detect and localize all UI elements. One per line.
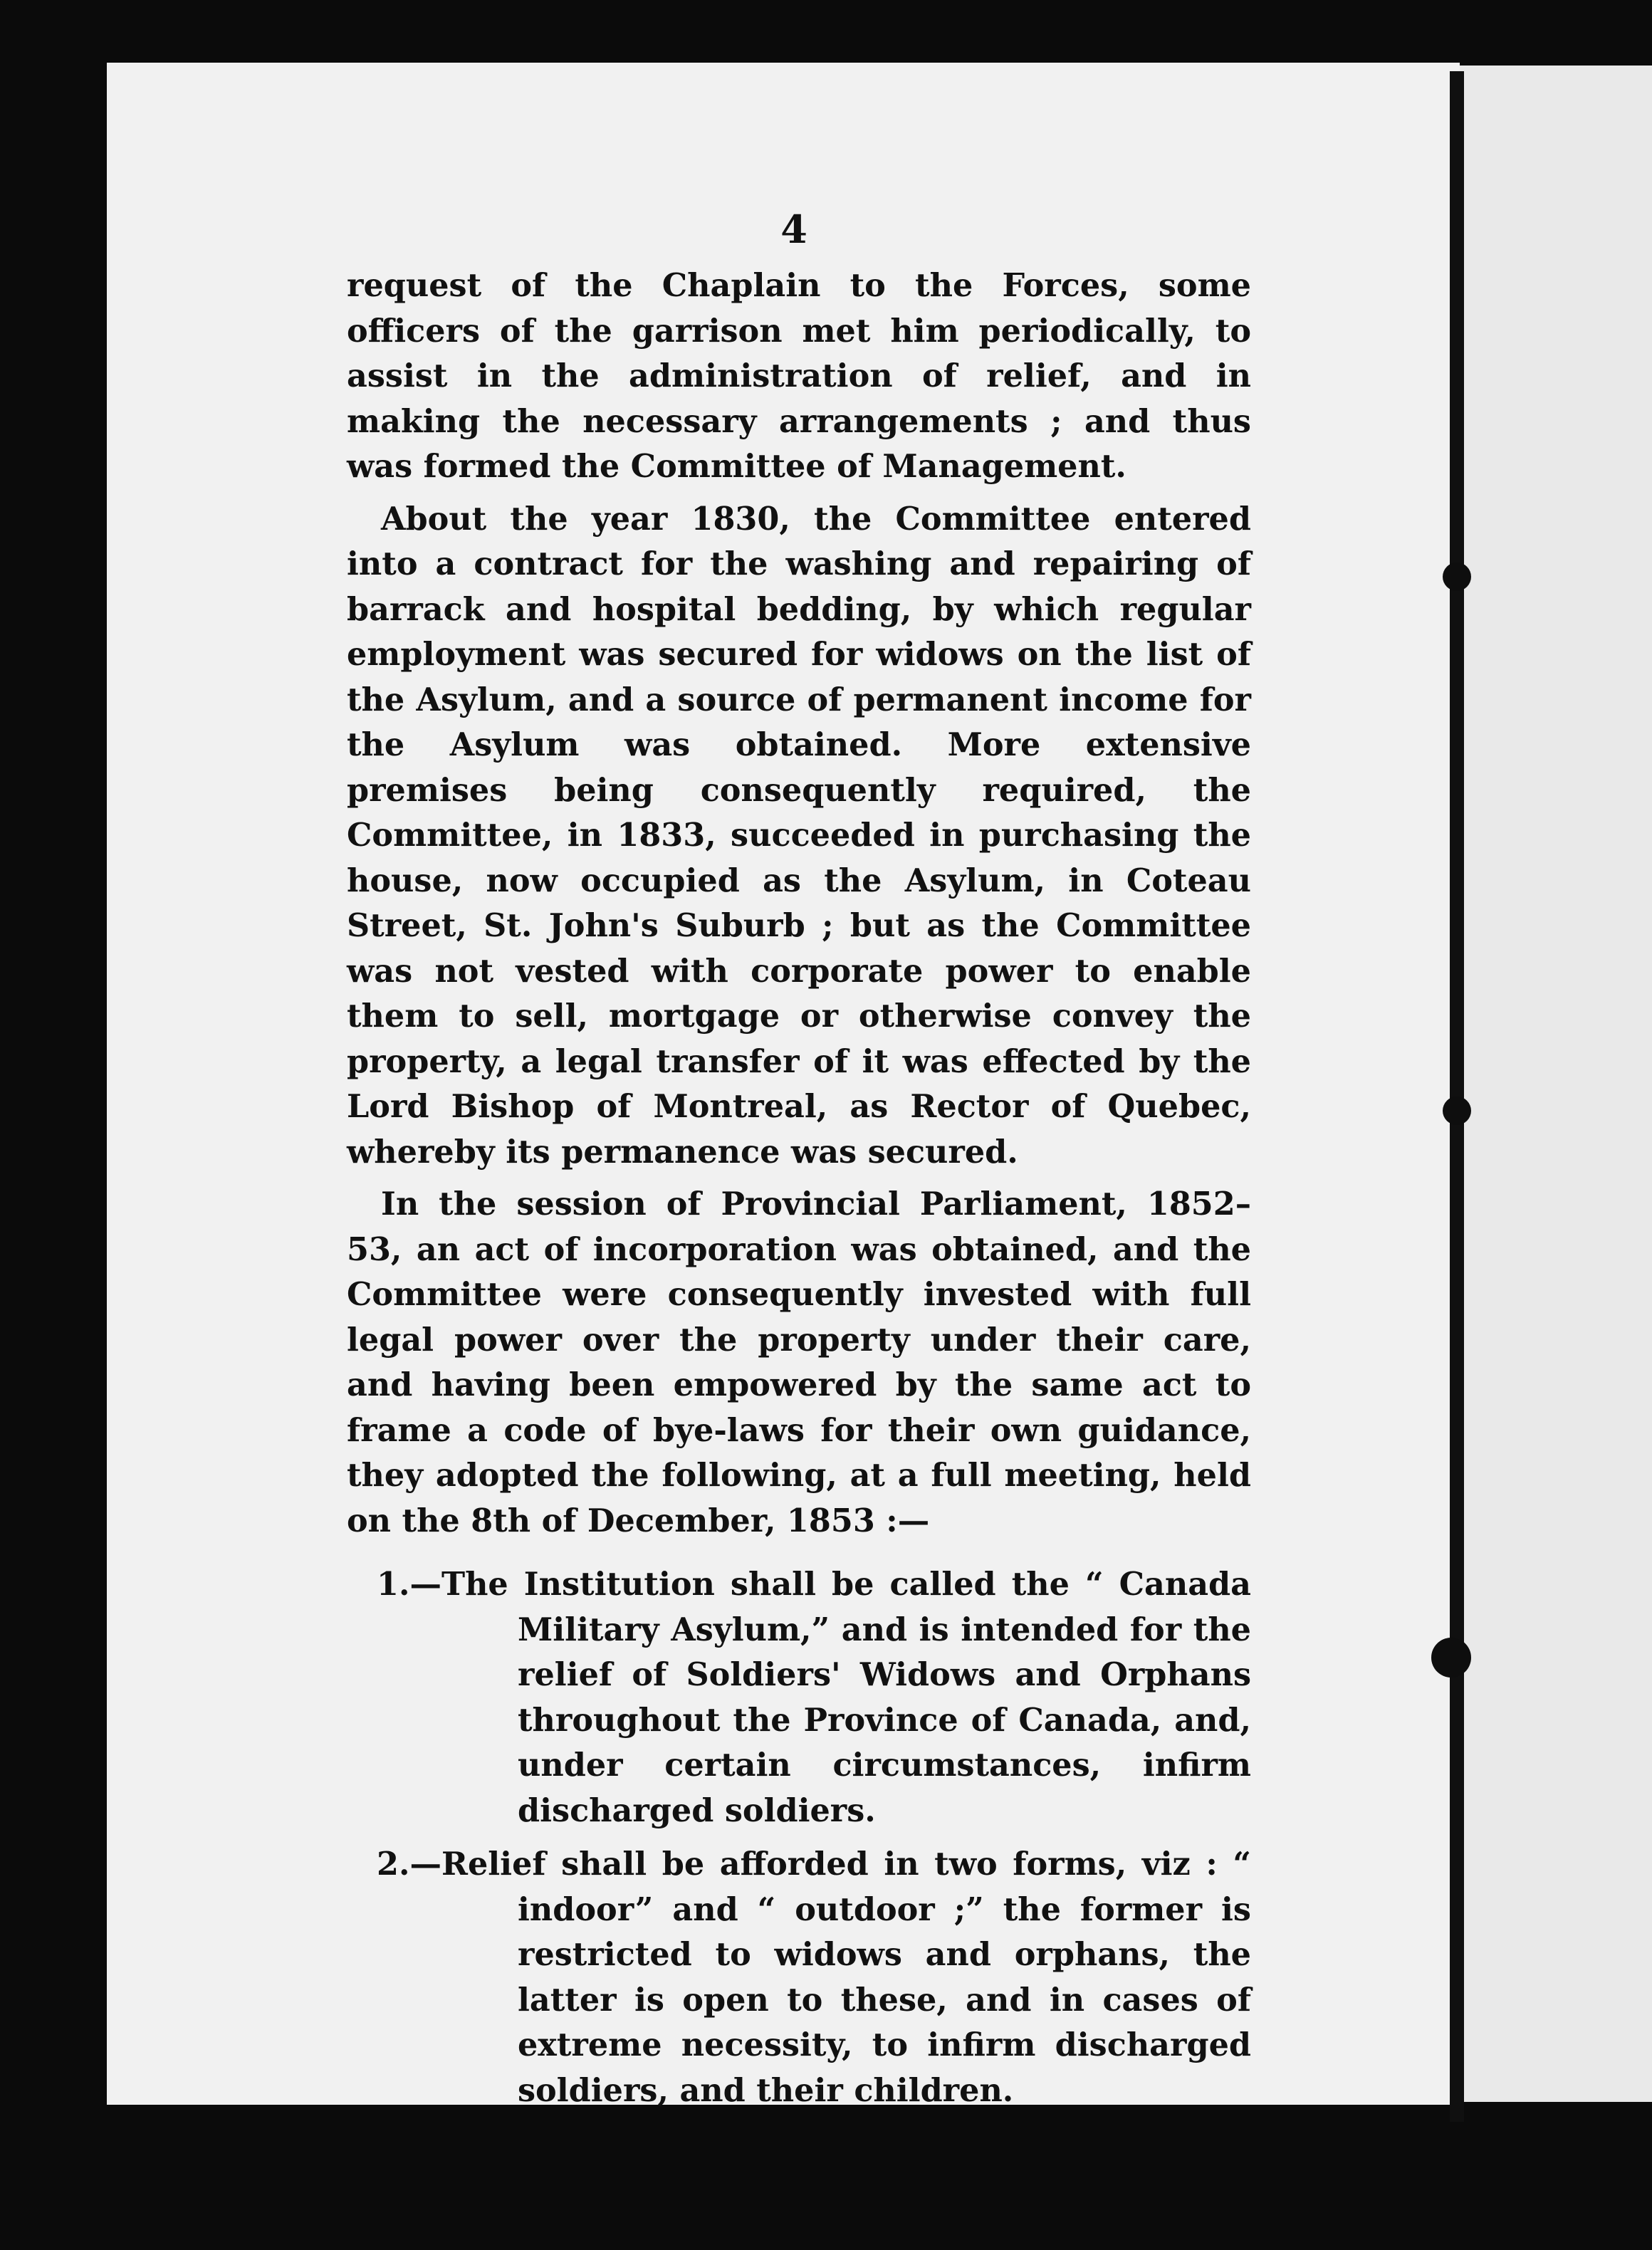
paragraph-3: In the session of Provincial Parliament, 1852–53, an act of incorporation was obtained, and the Committee were consequently invested with full legal power over the property under their care, and having been empowered by the same act to frame a code of bye-laws for their own guidance, they adopted the following, at a full meeting, held on the 8th of December, 1853 :— xyxy=(347,1186,1251,1539)
rule-1 xyxy=(347,1562,1251,1833)
facing-page-edge xyxy=(1460,66,1652,2102)
rule-1-text: The Institution shall be called the “ Canada Military Asylum,” and is intended for the relief of Soldiers' Widows and Orphans throughout the Province of Canada, and, under certain circumstances, infirm discharged soldiers. xyxy=(441,1566,1251,1829)
page-number: 4 xyxy=(780,206,807,252)
rule-1-number: 1.— xyxy=(377,1566,441,1603)
body-text xyxy=(347,263,1251,2113)
rule-2-text: Relief shall be afforded in two forms, viz : “ indoor” and “ outdoor ;” the former is restricted to widows and orphans, the latter is open to these, and in cases of extreme necessity, to infirm discharged soldiers, and their children. xyxy=(441,1846,1251,2109)
paragraph-1: request of the Chaplain to the Forces, some officers of the garrison met him periodically, to assist in the administration of relief, and in making the necessary arrangements ; and thus was formed the Committee of Management. xyxy=(347,267,1251,485)
binding-knot-2 xyxy=(1443,1097,1471,1125)
rule-2-number: 2.— xyxy=(377,1846,441,1883)
binding-knot-3 xyxy=(1431,1638,1471,1678)
paragraph-2: About the year 1830, the Committee entered into a contract for the washing and repairing of barrack and hospital bedding, by which regular employment was secured for widows on the list of the Asylum, and a source of permanent income for the Asylum was obtained. More extensive premises being consequently required, the Committee, in 1833, succeeded in purchasing the house, now occupied as the Asylum, in Coteau Street, St. John's Suburb ; but as the Committee was not vested with corporate power to enable them to sell, mortgage or otherwise convey the property, a legal transfer of it was effected by the Lord Bishop of Montreal, as Rector of Quebec, whereby its permanence was secured. xyxy=(347,500,1251,1171)
binding-knot-1 xyxy=(1443,562,1471,591)
rule-2 xyxy=(347,1842,1251,2113)
